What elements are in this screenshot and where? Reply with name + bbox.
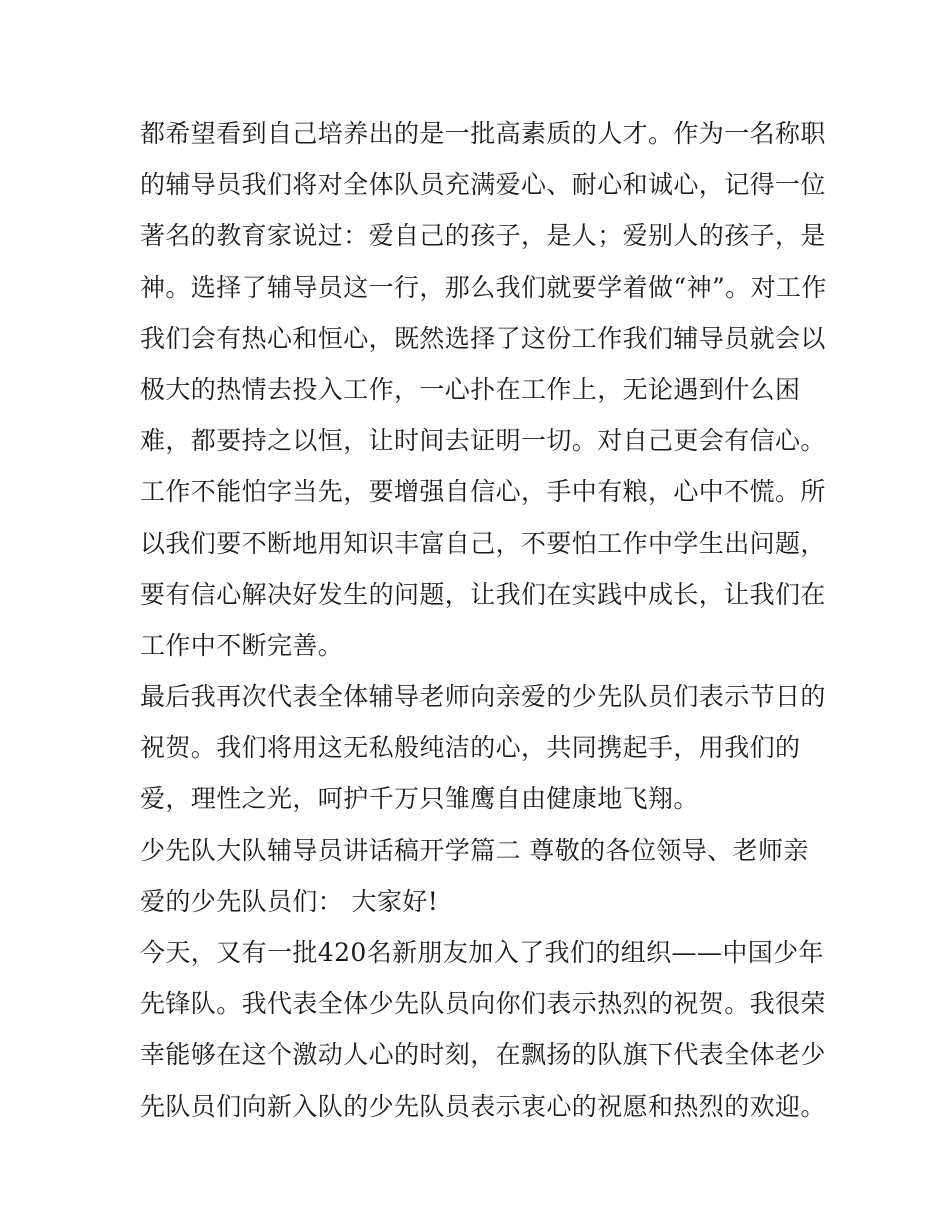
text-line: 最后我再次代表全体辅导老师向亲爱的少先队员们表示节日的 [140, 682, 826, 712]
text-line: 爱，理性之光，呵护千万只雏鹰自由健康地飞翔。 [140, 784, 699, 814]
text-line: 工作不能怕字当先，要增强自信心，手中有粮，心中不慌。所 [140, 477, 826, 507]
text-line: 的辅导员我们将对全体队员充满爱心、耐心和诚心，记得一位 [140, 170, 826, 200]
text-line: 今天，又有一批420名新朋友加入了我们的组织——中国少年 [140, 938, 824, 967]
text-line: 幸能够在这个激动人心的时刻，在飘扬的队旗下代表全体老少 [140, 1040, 826, 1070]
body-text [140, 108, 827, 1132]
text-line: 著名的教育家说过：爱自己的孩子，是人；爱别人的孩子，是 [140, 221, 826, 251]
text-line: 工作中不断完善。 [140, 630, 344, 660]
text-line: 少先队大队辅导员讲话稿开学篇二 尊敬的各位领导、老师亲 [140, 835, 809, 865]
text-line: 先队员们向新入队的少先队员表示衷心的祝愿和热烈的欢迎。 [140, 1091, 826, 1121]
text-line: 以我们要不断地用知识丰富自己，不要怕工作中学生出问题， [140, 528, 826, 558]
text-line: 我们会有热心和恒心，既然选择了这份工作我们辅导员就会以 [140, 323, 826, 353]
text-line: 爱的少先队员们： 大家好! [140, 886, 439, 916]
text-line: 难，都要持之以恒，让时间去证明一切。对自己更会有信心。 [140, 426, 826, 456]
text-line: 神。选择了辅导员这一行，那么我们就要学着做“神”。对工作 [140, 272, 827, 302]
text-line: 先锋队。我代表全体少先队员向你们表示热烈的祝贺。我很荣 [140, 989, 826, 1019]
text-line: 极大的热情去投入工作，一心扑在工作上，无论遇到什么困 [140, 374, 801, 404]
text-line: 祝贺。我们将用这无私般纯洁的心，共同携起手，用我们的 [140, 733, 801, 763]
text-line: 都希望看到自己培养出的是一批高素质的人才。作为一名称职 [140, 119, 826, 148]
text-line: 要有信心解决好发生的问题，让我们在实践中成长，让我们在 [140, 579, 826, 609]
